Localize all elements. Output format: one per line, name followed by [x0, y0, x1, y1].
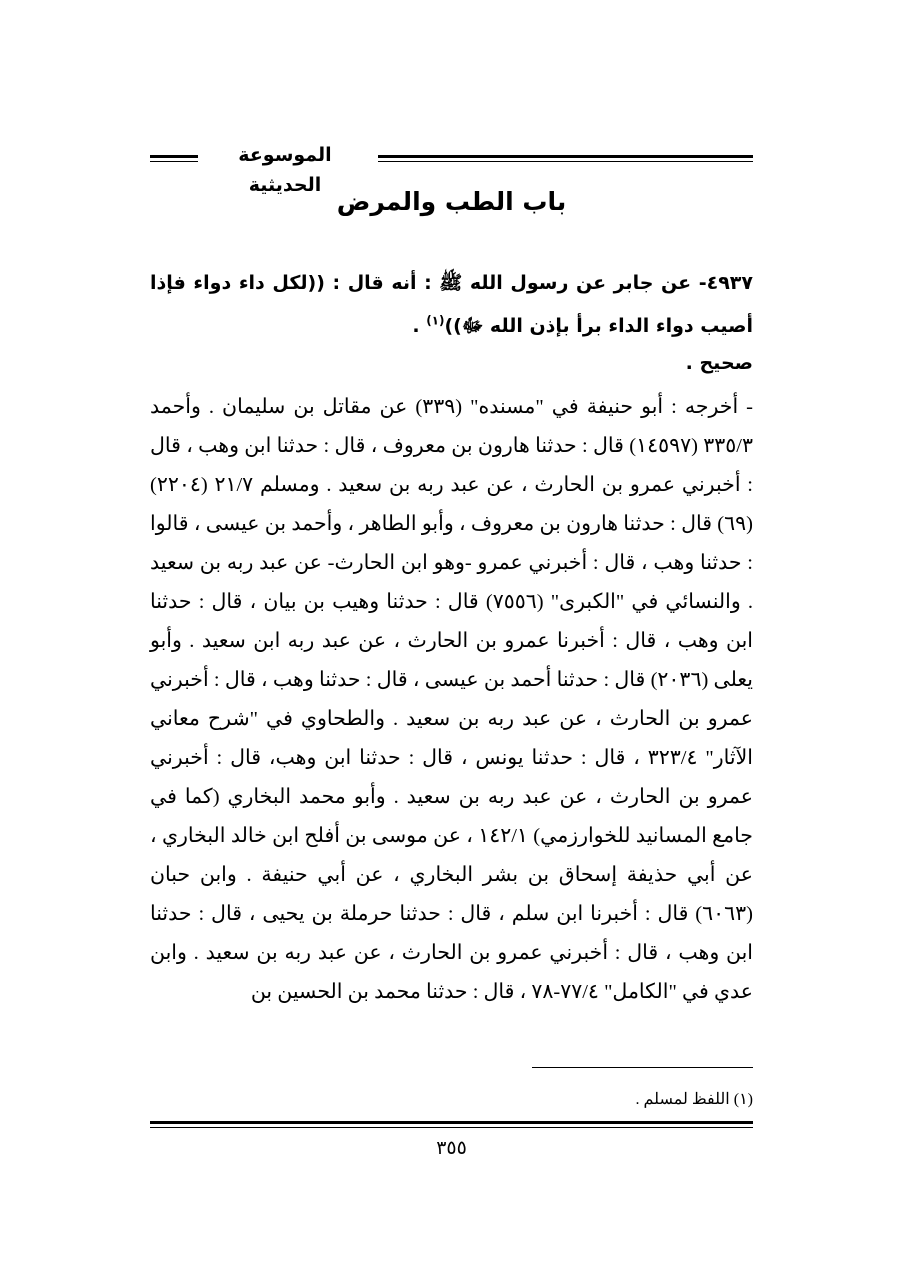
hadith-text: ٤٩٣٧- عن جابر عن رسول الله ﷺ : أنه قال : ((لكل داء دواء فإذا أصيب دواء الداء برأ بإذن الله ﷻ)) [150, 272, 753, 337]
hadith-text-block [150, 262, 753, 348]
bottom-double-rule [150, 1121, 753, 1128]
footnote: (١) اللفظ لمسلم . [635, 1091, 753, 1108]
footnote-marker: (١) [426, 313, 445, 328]
hadith-grade: صحيح . [685, 352, 753, 374]
footnote-separator [532, 1067, 753, 1068]
header-rule-right [378, 155, 753, 162]
hadith-end: . [412, 315, 427, 337]
running-header-title: الموسوعة الحديثية [238, 144, 332, 196]
chapter-title: باب الطب والمرض [336, 187, 567, 216]
page-number: ٣٥٥ [436, 1137, 467, 1159]
takhrij-paragraph: - أخرجه : أبو حنيفة في "مسنده" (٣٣٩) عن مقاتل بن سليمان . وأحمد ٣٣٥/٣ (١٤٥٩٧) قال : حدثنا هارون بن معروف ، قال : حدثنا ابن وهب ، قال : أخبرني عمرو بن الحارث ، عن عبد ربه بن سعيد . ومسلم ٢١/٧ (٢٢٠٤) (٦٩) قال : حدثنا هارون بن معروف ، وأبو الطاهر ، وأحمد بن عيسى ، قالوا : حدثنا وهب ، قال : أخبرني عمرو -وهو ابن الحارث- عن عبد ربه بن سعيد . والنسائي في "الكبرى" (٧٥٥٦) قال : حدثنا وهيب بن بيان ، قال : حدثنا ابن وهب ، قال : أخبرنا عمرو بن الحارث ، عن عبد ربه ابن سعيد . وأبو يعلى (٢٠٣٦) قال : حدثنا أحمد بن عيسى ، قال : حدثنا وهب ، قال : أخبرني عمرو بن الحارث ، عن عبد ربه بن سعيد . والطحاوي في "شرح معاني الآثار" ٣٢٣/٤ ، قال : حدثنا يونس ، قال : حدثنا ابن وهب، قال : أخبرني عمرو بن الحارث ، عن عبد ربه بن سعيد . وأبو محمد البخاري (كما في جامع المسانيد للخوارزمي) ١٤٢/١ ، عن موسى بن أفلح ابن خالد البخاري ، عن أبي حذيفة إسحاق بن بشر البخاري ، عن أبي حنيفة . وابن حبان (٦٠٦٣) قال : أخبرنا ابن سلم ، قال : حدثنا حرملة بن يحيى ، قال : حدثنا ابن وهب ، قال : أخبرني عمرو بن الحارث ، عن عبد ربه بن سعيد . وابن عدي في "الكامل" ٧٧/٤-٧٨ ، قال : حدثنا محمد بن الحسين بن [150, 396, 754, 1003]
header-rule-left [150, 155, 198, 162]
